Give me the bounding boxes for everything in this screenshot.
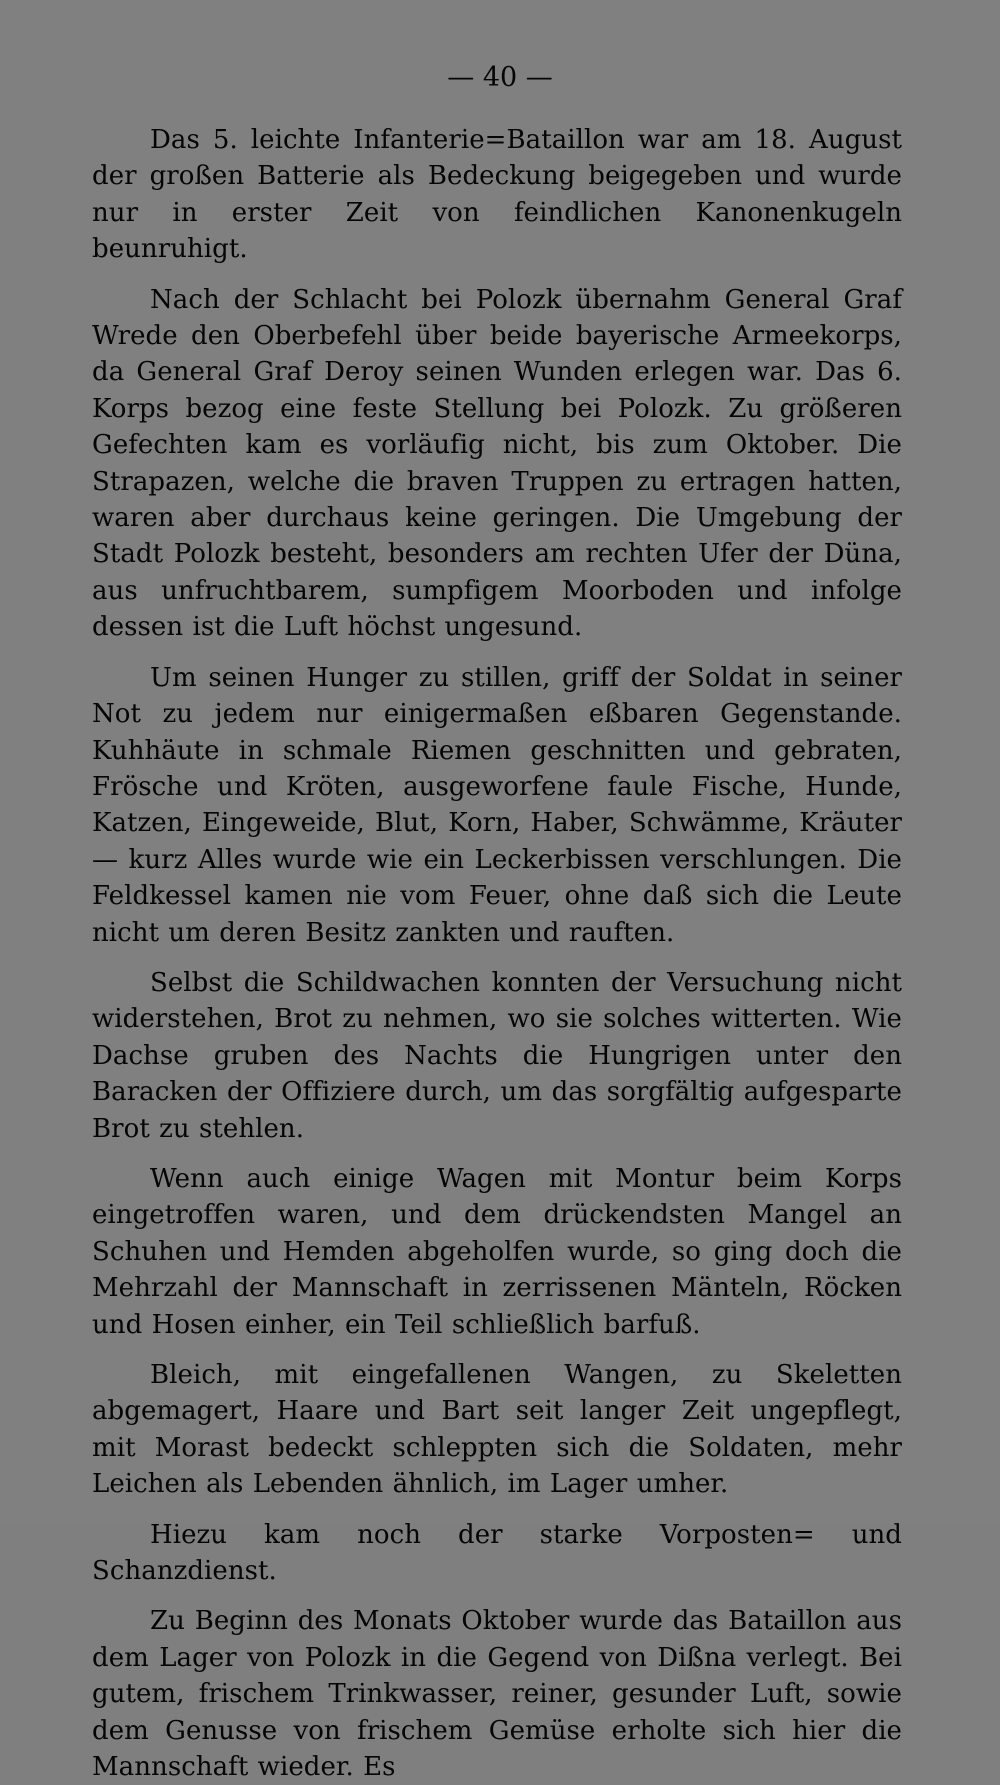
paragraph: Selbst die Schildwachen konnten der Versuchung nicht widerstehen, Brot zu nehmen, wo sie solches witterten. Wie Dachse gruben des Nachts die Hungrigen unter den Baracken der Offiziere durch, um das sorgfältig aufgesparte Brot zu stehlen.	[92, 967, 902, 1144]
paragraph: Zu Beginn des Monats Oktober wurde das Bataillon aus dem Lager von Polozk in die Gegend von Dißna verlegt. Bei gutem, frischem Trinkwasser, reiner, gesunder Luft, sowie dem Genusse von frischem Gemüse erholte sich hier die Mannschaft wieder. Es	[92, 1606, 902, 1783]
paragraph: Wenn auch einige Wagen mit Montur beim Korps eingetroffen waren, und dem drückendsten Mangel an Schuhen und Hemden abgeholfen wurde, so ging doch die Mehrzahl der Mannschaft in zerrissenen Mänteln, Röcken und Hosen einher, ein Teil schließlich barfuß.	[92, 1163, 902, 1340]
paragraph: Nach der Schlacht bei Polozk übernahm General Graf Wrede den Oberbefehl über beide bayerische Armeekorps, da General Graf Deroy seinen Wunden erlegen war. Das 6. Korps bezog eine feste Stellung bei Polozk. Zu größeren Gefechten kam es vorläufig nicht, bis zum Oktober. Die Strapazen, welche die braven Truppen zu ertragen hatten, waren aber durchaus keine geringen. Die Umgebung der Stadt Polozk besteht, besonders am rechten Ufer der Düna, aus unfruchtbarem, sumpfigem Moorboden und infolge dessen ist die Luft höchst ungesund.	[92, 284, 902, 643]
body-text	[92, 122, 902, 1785]
page-number: — 40 —	[447, 62, 553, 93]
paragraph: Bleich, mit eingefallenen Wangen, zu Skeletten abgemagert, Haare und Bart seit langer Zeit ungepflegt, mit Morast bedeckt schleppten sich die Soldaten, mehr Leichen als Lebenden ähnlich, im Lager umher.	[92, 1360, 902, 1500]
paragraph: Hiezu kam noch der starke Vorposten= und Schanzdienst.	[92, 1519, 902, 1587]
paragraph: Das 5. leichte Infanterie=Bataillon war am 18. August der großen Batterie als Bedeckung beigegeben und wurde nur in erster Zeit von feindlichen Kanonenkugeln beunruhigt.	[92, 125, 902, 265]
paragraph: Um seinen Hunger zu stillen, griff der Soldat in seiner Not zu jedem nur einigermaßen eßbaren Gegenstande. Kuhhäute in schmale Riemen geschnitten und gebraten, Frösche und Kröten, ausgeworfene faule Fische, Hunde, Katzen, Eingeweide, Blut, Korn, Haber, Schwämme, Kräuter — kurz Alles wurde wie ein Leckerbissen verschlungen. Die Feldkessel kamen nie vom Feuer, ohne daß sich die Leute nicht um deren Besitz zankten und rauften.	[92, 662, 902, 948]
